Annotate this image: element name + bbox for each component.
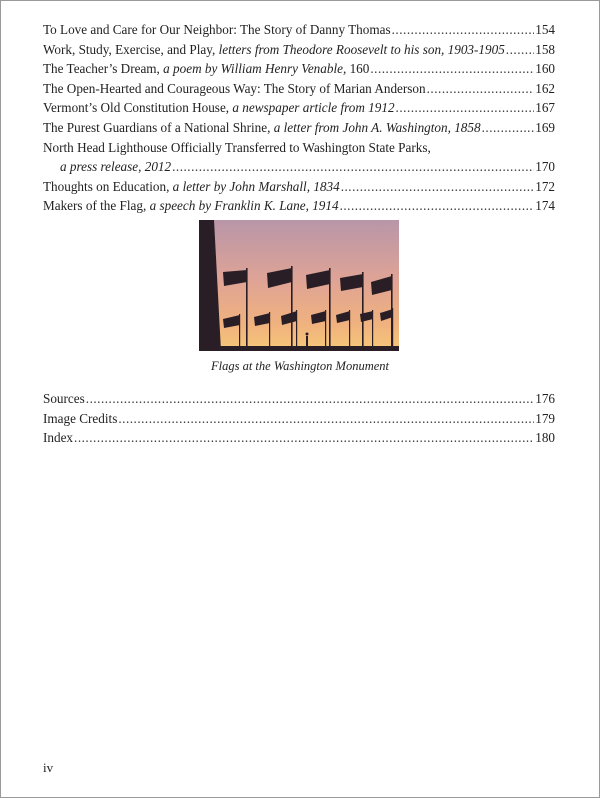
toc-entry-title: Thoughts on Education, a letter by John Marshall, 1834 bbox=[43, 178, 340, 194]
toc-entry-title: Index bbox=[43, 430, 74, 446]
toc-entry-page: 162 bbox=[535, 80, 555, 96]
toc-leader bbox=[341, 177, 535, 197]
toc-entry-page: 154 bbox=[535, 22, 555, 37]
toc-leader bbox=[392, 20, 535, 40]
toc-entry-lighthouse[interactable] bbox=[43, 138, 555, 177]
toc-entry-title: The Open-Hearted and Courageous Way: The Story of Marian Anderson bbox=[43, 80, 426, 96]
toc-leader bbox=[506, 40, 534, 60]
toc-entry-subtitle: a speech by Franklin K. Lane, 1914 bbox=[149, 198, 339, 214]
toc-leader bbox=[86, 389, 534, 409]
toc-leader bbox=[427, 79, 535, 99]
toc-entry[interactable] bbox=[43, 118, 555, 138]
toc-entry[interactable] bbox=[43, 40, 555, 60]
toc-entry-subtitle: a poem by William Henry Venable, bbox=[163, 61, 347, 77]
toc-entry-subtitle: a letter from John A. Washington, 1858 bbox=[273, 119, 481, 135]
toc-entry[interactable] bbox=[43, 79, 555, 99]
toc-entry[interactable] bbox=[43, 196, 555, 216]
toc-entry-page: 160 bbox=[535, 61, 555, 77]
figure-caption: Flags at the Washington Monument bbox=[210, 359, 389, 373]
toc-leader bbox=[370, 59, 534, 79]
toc-entry-subtitle: a press release, 2012 bbox=[60, 159, 172, 175]
toc-entry[interactable] bbox=[43, 409, 555, 429]
toc-entry[interactable] bbox=[43, 428, 555, 448]
toc-leader bbox=[396, 98, 535, 118]
toc-entry-title: Vermont’s Old Constitution House, a newspaper article from 1912 bbox=[43, 100, 395, 116]
toc-leader bbox=[482, 118, 535, 138]
toc-entry-page: 167 bbox=[535, 100, 555, 116]
toc-entry-page: 176 bbox=[535, 391, 555, 406]
toc-entry-title: The Purest Guardians of a National Shrine, a letter from John A. Washington, 1858 bbox=[43, 119, 481, 135]
toc-entry-subtitle: letters from Theodore Roosevelt to his son, 1903-1905 bbox=[218, 41, 505, 57]
toc-entry[interactable] bbox=[43, 98, 555, 118]
toc-entry[interactable] bbox=[43, 20, 555, 40]
toc-leader bbox=[118, 409, 534, 429]
toc-entry[interactable] bbox=[43, 59, 555, 79]
toc-entry-page: 170 bbox=[535, 159, 555, 175]
back-matter-list bbox=[43, 389, 555, 448]
page-number: iv bbox=[43, 760, 54, 775]
toc-entry[interactable] bbox=[43, 389, 555, 409]
toc-entry-page: 158 bbox=[535, 41, 555, 57]
toc-entry-title: The Teacher’s Dream, a poem by William Henry Venable, 160 bbox=[43, 61, 370, 77]
toc-entry-subtitle: a newspaper article from 1912 bbox=[232, 100, 395, 116]
toc-entry-page: 179 bbox=[535, 410, 555, 426]
toc-entry-subtitle: a letter by John Marshall, 1834 bbox=[172, 178, 340, 194]
toc-entry-title: Image Credits bbox=[43, 410, 118, 426]
toc-entry-title: North Head Lighthouse Officially Transferred to Washington State Parks, bbox=[43, 139, 431, 155]
toc-entry-title: To Love and Care for Our Neighbor: The Story of Danny Thomas bbox=[43, 22, 391, 37]
toc-entry-page: 169 bbox=[535, 119, 555, 135]
toc-entry-page: 174 bbox=[535, 198, 555, 214]
toc-entry[interactable] bbox=[43, 177, 555, 197]
toc-entry-page: 172 bbox=[535, 178, 555, 194]
toc-leader bbox=[340, 196, 535, 216]
toc-entry-title: Makers of the Flag, a speech by Franklin K. Lane, 1914 bbox=[43, 198, 339, 214]
toc-leader bbox=[172, 157, 534, 177]
table-of-contents bbox=[43, 20, 555, 216]
toc-entry-title: Sources bbox=[43, 391, 85, 406]
toc-entry-title: Work, Study, Exercise, and Play, letters from Theodore Roosevelt to his son, 1903-1905 bbox=[43, 41, 505, 57]
toc-leader bbox=[74, 428, 534, 448]
flags-photo bbox=[199, 220, 399, 351]
toc-entry-page: 180 bbox=[535, 430, 555, 446]
